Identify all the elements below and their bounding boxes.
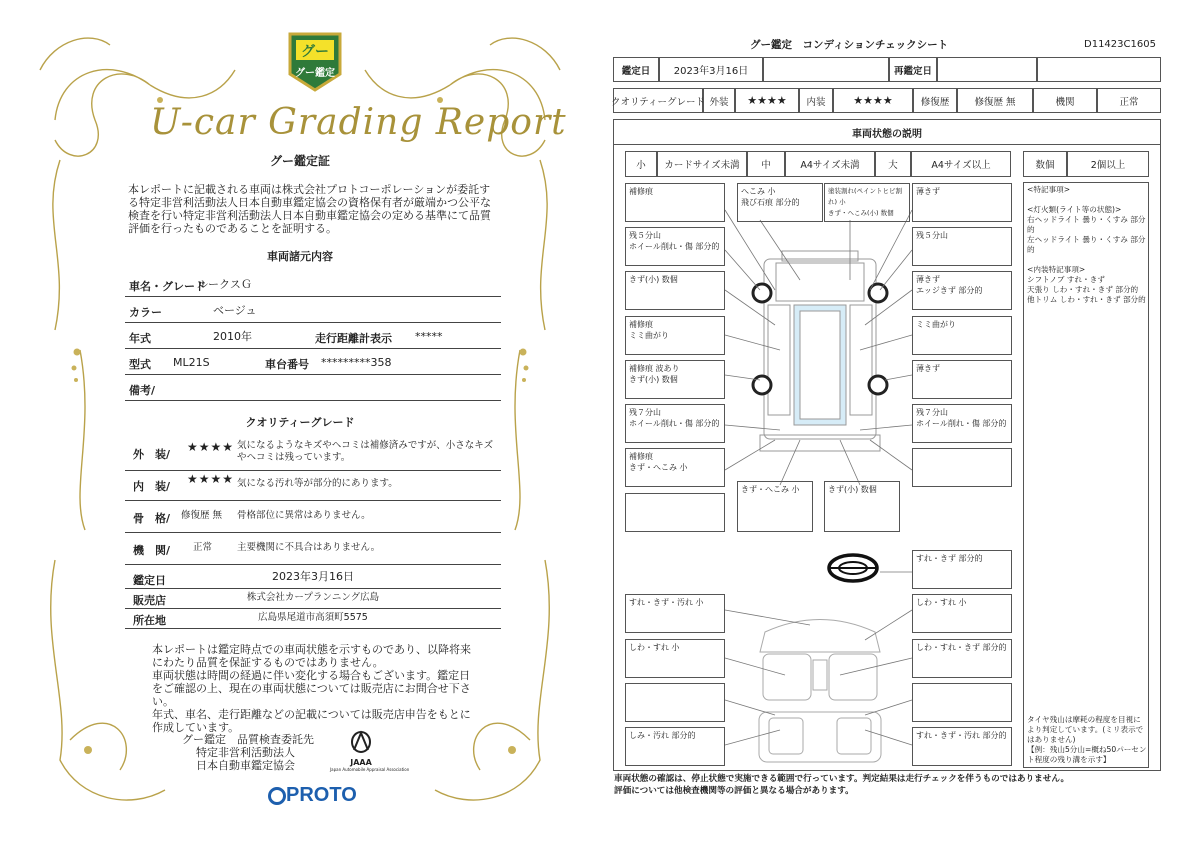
ext-box-right-4: ミミ曲がり [912,316,1012,355]
spec-row-name [125,270,501,297]
special-notes-box [1023,182,1149,768]
chassis-label: 車台番号 [265,358,309,371]
int-box-left-3 [625,683,725,722]
jaaa-text: JAAA [350,758,372,767]
ext-label-cell: 外装 [703,88,735,113]
certificate-disclaimer: 本レポートは鑑定時点での車両状態を示すものであり、以降将来にわたり品質を保証するものではありません。 車両状態は時間の経過に伴い変化する場合もございます。鑑定日をご確認の上、現在の車両状態については販売店にお問合せ下さい。 年式、車名、走行距離などの記載については販売店申告をもとに作成しています。 [152,643,471,734]
sheet-title: グー鑑定 コンディションチェックシート [750,39,949,51]
specs-heading: 車両諸元内容 [267,250,333,263]
address-label: 所在地 [133,614,166,627]
ext-box-right-2: 残５分山 [912,227,1012,266]
int-box-steering: すれ・きず 部分的 [912,550,1012,589]
spec-row-model [125,348,501,375]
quality-heading: クオリティーグレード [245,416,355,429]
size-large-desc-cell: A4サイズ以上 [911,151,1011,177]
ext-box-right-3: 薄きず エッジきず 部分的 [912,271,1012,310]
inspector-line-2: 特定非営利活動法人 [196,746,295,759]
section-title: 車両状態の説明 [613,119,1161,145]
dealer-label: 販売店 [133,594,166,607]
ext-box-left-1: 補修痕 [625,183,725,222]
interior-stars: ★★★★ [187,472,235,486]
name-label: 車名・グレード [129,280,206,293]
ext-box-left-4: 補修痕 ミミ曲がり [625,316,725,355]
engine-label: 機 関/ [133,544,171,557]
inspector-line-1: グー鑑定 品質検査委託先 [182,733,314,746]
quality-row-interior [125,470,501,501]
interior-text: 気になる汚れ等が部分的にあります。 [237,478,398,489]
int-box-left-1: すれ・きず・汚れ 小 [625,594,725,633]
spec-row-remarks [125,374,501,401]
size-large-cell: 大 [875,151,911,177]
reinspect-value-cell [937,57,1037,82]
count-desc-cell: 2個以上 [1067,151,1149,177]
exterior-stars: ★★★★ [187,440,235,454]
exterior-text: 気になるようなキズやヘコミは補修済みですが、小さなキズやヘコミは残っています。 [237,440,494,463]
ext-box-right-7 [912,448,1012,487]
info-row-date [125,566,501,589]
ext-box-bottom-2: きず(小) 数個 [824,481,900,532]
ext-box-left-8 [625,493,725,532]
date-value: 2023年3月16日 [272,570,354,583]
special-notes-text: <特記事項> <灯火類(ライト等の状態)> 右ヘッドライト 曇り・くすみ 部分的 左ヘッドライト 曇り・くすみ 部分的 <内装特記事項> シフトノブ すれ・きず 天張り しわ・すれ・きず 部分的 他トリム しわ・すれ・きず 部分的 [1027,185,1146,304]
date-blank-cell [763,57,889,82]
info-row-dealer [125,588,501,609]
year-value: 2010年 [213,330,252,343]
logo-label: グー鑑定 [295,68,335,79]
name-value: ルークスＧ [197,278,252,291]
spec-row-year [125,322,501,349]
size-small-cell: 小 [625,151,657,177]
proto-text: PROTO [286,784,357,806]
model-label: 型式 [129,358,151,371]
frame-value: 修復歴 無 [181,510,223,521]
goo-appraisal-logo [286,30,344,94]
repair-value-cell: 修復歴 無 [957,88,1033,113]
color-label: カラー [129,306,162,319]
size-mid-desc-cell: A4サイズ未満 [785,151,875,177]
condition-check-sheet [600,0,1200,848]
date-value-cell: 2023年3月16日 [659,57,763,82]
engine-value: 正常 [193,542,213,553]
model-value: ML21S [173,356,210,369]
jaaa-logo [330,730,410,772]
size-small-desc-cell: カードサイズ未満 [657,151,747,177]
ext-box-left-7: 補修痕 きず・へこみ 小 [625,448,725,487]
ext-stars-cell: ★★★★ [735,88,799,113]
ext-box-right-5: 薄きず [912,360,1012,399]
quality-row-frame [125,500,501,533]
engine-label-cell: 機関 [1033,88,1097,113]
repair-label-cell: 修復歴 [913,88,957,113]
ext-box-right-1: 薄きず [912,183,1012,222]
engine-text: 主要機関に不具合はありません。 [237,542,381,553]
int-label-cell: 内装 [799,88,833,113]
color-value: ベージュ [213,304,257,317]
quality-row-engine [125,532,501,565]
sheet-footer-2: 評価については他検査機関等の評価と異なる場合があります。 [614,786,854,796]
int-box-left-4: しみ・汚れ 部分的 [625,727,725,766]
int-stars-cell: ★★★★ [833,88,913,113]
int-box-right-2: しわ・すれ・きず 部分的 [912,639,1012,678]
spec-row-color [125,296,501,323]
ext-box-top-2: 塗装割れ(ペイントヒビ割れ) 小 きず・へこみ(小) 数個 [824,183,910,222]
size-mid-cell: 中 [747,151,785,177]
year-label: 年式 [129,332,151,345]
frame-label: 骨 格/ [133,512,171,525]
address-value: 広島県尾道市高須町5575 [258,612,368,623]
ext-box-bottom-1: きず・へこみ 小 [737,481,813,532]
sheet-code: D11423C1605 [1084,39,1156,50]
sheet-footer-1: 車両状態の確認は、停止状態で実施できる範囲で行っています。判定結果は走行チェックを伴うものではありません。 [614,774,1070,784]
engine-value-cell: 正常 [1097,88,1161,113]
ext-box-left-2: 残５分山 ホイール削れ・傷 部分的 [625,227,725,266]
ext-box-top-1: へこみ 小 飛び石痕 部分的 [737,183,823,222]
dealer-value: 株式会社カープランニング広島 [246,592,380,603]
tire-note: タイヤ残山は摩耗の程度を目視により判定しています。(ミリ表示ではありません) 【例：残山5分山=概ね50パーセント程度の残り溝を示す】 [1027,715,1147,764]
reinspect-blank-cell [1037,57,1161,82]
quality-label-cell: クオリティーグレード [613,88,703,113]
date-label-cell: 鑑定日 [613,57,659,82]
mileage-value: ***** [415,330,443,343]
date-label: 鑑定日 [133,574,166,587]
count-label-cell: 数個 [1023,151,1067,177]
jaaa-subtext: Japan Automobile Appraisal Association [330,767,410,772]
ext-box-left-5: 補修痕 波あり きず(小) 数個 [625,360,725,399]
inspector-line-3: 日本自動車鑑定協会 [196,759,295,772]
int-box-left-2: しわ・すれ 小 [625,639,725,678]
exterior-label: 外 装/ [133,448,171,461]
chassis-value: *********358 [321,356,392,369]
int-box-right-4: すれ・きず・汚れ 部分的 [912,727,1012,766]
int-box-right-1: しわ・すれ 小 [912,594,1012,633]
quality-row-exterior [125,432,501,471]
certificate-heading: グー鑑定証 [269,154,330,168]
mileage-label: 走行距離計表示 [315,332,392,345]
ext-box-left-3: きず(小) 数個 [625,271,725,310]
interior-label: 内 装/ [133,480,171,493]
ext-box-left-6: 残７分山 ホイール削れ・傷 部分的 [625,404,725,443]
frame-text: 骨格部位に異常はありません。 [237,510,371,521]
reinspect-label-cell: 再鑑定日 [889,57,937,82]
ext-box-right-6: 残７分山 ホイール削れ・傷 部分的 [912,404,1012,443]
svg-text:グー: グー [301,43,329,59]
info-row-address [125,608,501,629]
int-box-right-3 [912,683,1012,722]
proto-mark-icon [268,787,286,805]
remarks-label: 備考/ [129,384,156,397]
report-script-title: U-car Grading Report [150,102,567,143]
certificate-intro: 本レポートに記載される車両は株式会社プロトコーポレーションが委託する特定非営利活動法人日本自動車鑑定協会の資格保有者が厳端かつ公平な検査を行い特定非営利活動法人日本自動車鑑定協会の定める基準にて品質評価を行ったものであることを証明する。 [128,183,491,235]
